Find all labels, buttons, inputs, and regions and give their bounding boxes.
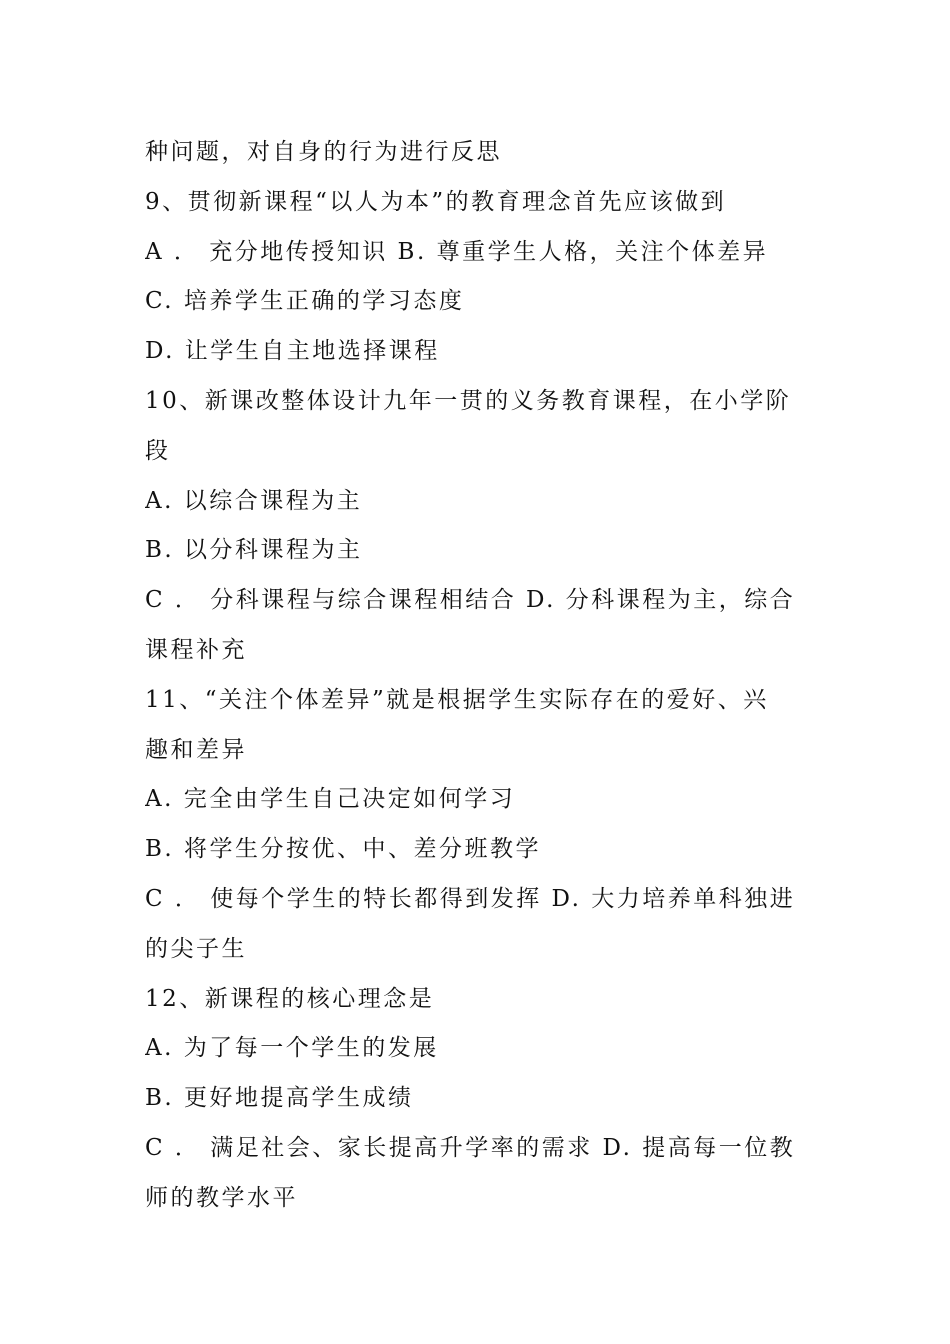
question-12-stem: 12、新课程的核心理念是: [145, 985, 435, 1012]
question-9-option-c: C. 培养学生正确的学习态度: [145, 288, 465, 315]
question-9-options-a-b: A ． 充分地传授知识 B. 尊重学生人格，关注个体差异: [145, 238, 769, 265]
question-11-option-b: B. 将学生分按优、中、差分班教学: [145, 836, 542, 863]
question-12-option-d-cont: 师的教学水平: [145, 1184, 298, 1211]
question-11-stem: 11、“关注个体差异”就是根据学生实际存在的爱好、兴: [145, 686, 769, 713]
question-10-option-a: A. 以综合课程为主: [145, 487, 363, 514]
question-11-option-d-cont: 的尖子生: [145, 935, 247, 962]
question-11-stem-cont: 趣和差异: [145, 736, 247, 763]
text-line: 种问题，对自身的行为进行反思: [145, 139, 502, 165]
question-10-stem: 10、新课改整体设计九年一贯的义务教育课程，在小学阶: [145, 387, 792, 414]
question-11-options-c-d: C ． 使每个学生的特长都得到发挥 D. 大力培养单科独进: [145, 885, 796, 912]
question-11-option-a: A. 完全由学生自己决定如何学习: [145, 786, 516, 813]
question-9-option-d: D. 让学生自主地选择课程: [145, 338, 440, 365]
question-9-stem: 9、贯彻新课程“以人为本”的教育理念首先应该做到: [145, 188, 727, 215]
question-10-stem-cont: 段: [145, 437, 171, 464]
question-10-option-d-cont: 课程补充: [145, 636, 247, 663]
question-10-option-b: B. 以分科课程为主: [145, 537, 363, 564]
question-10-options-c-d: C ． 分科课程与综合课程相结合 D. 分科课程为主，综合: [145, 587, 796, 614]
question-12-option-a: A. 为了每一个学生的发展: [145, 1035, 439, 1062]
document-body: [145, 128, 810, 1224]
question-12-option-b: B. 更好地提高学生成绩: [145, 1085, 414, 1112]
question-12-options-c-d: C ． 满足社会、家长提高升学率的需求 D. 提高每一位教: [145, 1134, 796, 1161]
